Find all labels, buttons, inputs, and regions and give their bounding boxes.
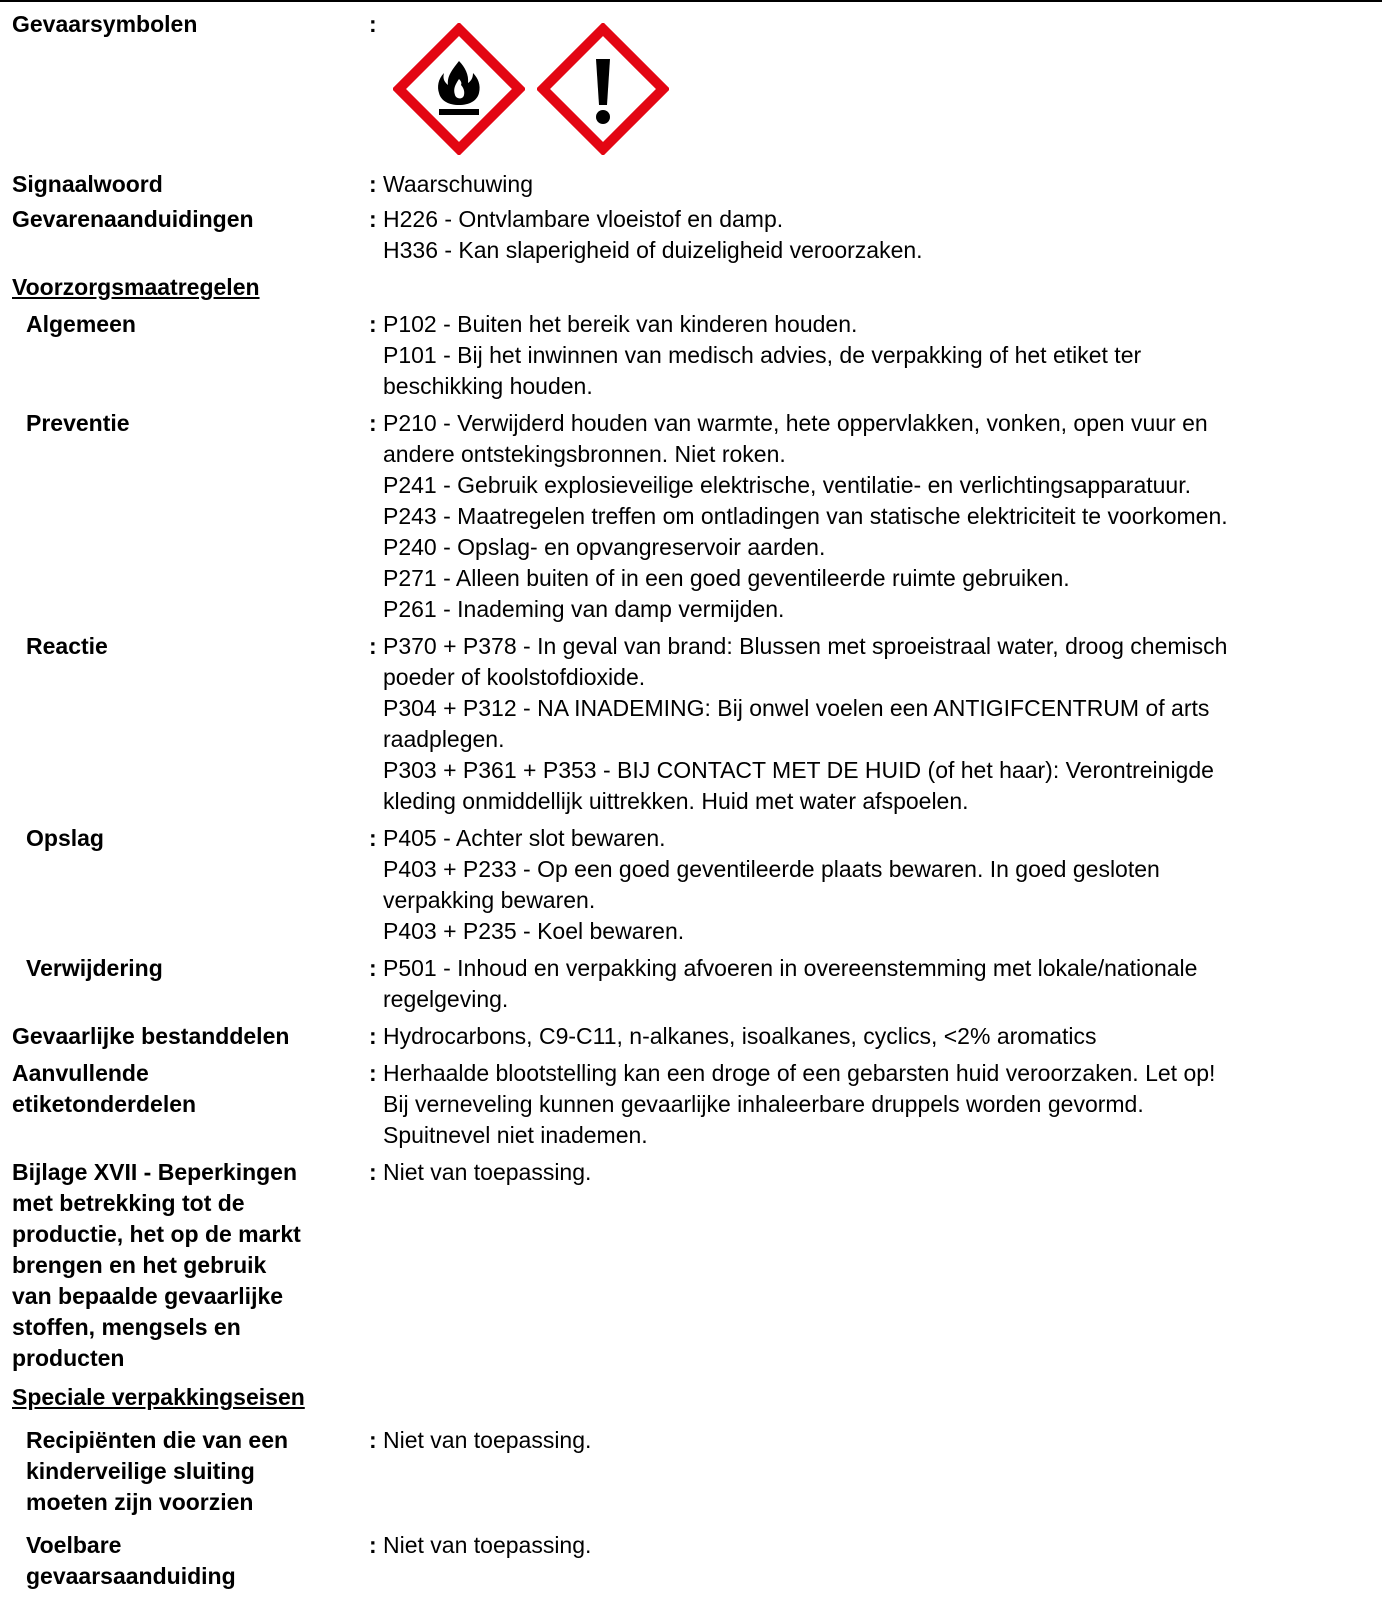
- precautionary-heading: Voorzorgsmaatregelen: [12, 274, 260, 300]
- hazard-statements-row: [12, 204, 1372, 266]
- hazard-symbols-row: [12, 9, 1372, 169]
- hazardous-components-label: Gevaarlijke bestanddelen: [12, 1023, 290, 1049]
- colon: :: [369, 206, 377, 232]
- colon: :: [369, 1159, 377, 1185]
- prevention-value: P210 - Verwijderd houden van warmte, hete oppervlakken, vonken, open vuur en andere ontstekingsbronnen. Niet roken. P241 - Gebruik explosieveilige elektrische, ventilatie- en verlichtingsapparatuur. P243 - Maatregelen treffen om ontladingen van statische elektriciteit te voorkomen. P240 - Opslag- en opvangreservoir aarden. P271 - Alleen buiten of in een goed geventileerde ruimte gebruiken. P261 - Inademing van damp vermijden.: [383, 410, 1228, 622]
- statement-line: H336 - Kan slaperigheid of duizeligheid veroorzaken.: [383, 237, 923, 263]
- pictogram-group: [383, 9, 1372, 169]
- precautionary-prevention-row: [12, 408, 1372, 625]
- precautionary-disposal-row: [12, 953, 1372, 1015]
- tactile-warning-value: Niet van toepassing.: [383, 1532, 592, 1558]
- response-label: Reactie: [26, 633, 108, 659]
- general-value: P102 - Buiten het bereik van kinderen houden. P101 - Bij het inwinnen van medisch advies, de verpakking of het etiket ter beschikking houden.: [383, 311, 1142, 399]
- hazardous-components-row: [12, 1021, 1372, 1052]
- prevention-label: Preventie: [26, 410, 130, 436]
- annex-xvii-value: Niet van toepassing.: [383, 1159, 592, 1185]
- general-label: Algemeen: [26, 311, 136, 337]
- child-resistant-value: Niet van toepassing.: [383, 1427, 592, 1453]
- precautionary-general-row: [12, 309, 1372, 402]
- hazard-statements-value: [383, 204, 1372, 266]
- colon: :: [369, 1427, 377, 1453]
- colon: :: [369, 1060, 377, 1086]
- statement-line: H226 - Ontvlambare vloeistof en damp.: [383, 206, 784, 232]
- colon: :: [369, 410, 377, 436]
- top-rule: [0, 0, 1382, 2]
- label-elements-section: [12, 9, 1372, 1592]
- tactile-warning-label: Voelbare gevaarsaanduiding: [26, 1532, 236, 1589]
- hazard-statements-label: Gevarenaanduidingen: [12, 206, 254, 232]
- colon: :: [369, 311, 377, 337]
- exclamation-pictogram-icon: [537, 23, 669, 155]
- colon: :: [369, 825, 377, 851]
- signal-word-label: Signaalwoord: [12, 171, 163, 197]
- signal-word-row: [12, 169, 1372, 200]
- storage-label: Opslag: [26, 825, 104, 851]
- colon: :: [369, 171, 377, 197]
- flame-pictogram-icon: [393, 23, 525, 155]
- child-resistant-label: Recipiënten die van een kinderveilige sluiting moeten zijn voorzien: [26, 1427, 289, 1515]
- response-value: P370 + P378 - In geval van brand: Blussen met sproeistraal water, droog chemisch poeder of koolstofdioxide. P304 + P312 - NA INADEMING: Bij onwel voelen een ANTIGIFCENTRUM of arts raadplegen. P303 + P361 + P353 - BIJ CONTACT MET DE HUID (of het haar): Verontreinigde kleding onmiddellijk uittrekken. Huid met water afspoelen.: [383, 633, 1228, 814]
- hazardous-components-value: Hydrocarbons, C9-C11, n-alkanes, isoalkanes, cyclics, <2% aromatics: [383, 1023, 1097, 1049]
- hazard-symbols-label: Gevaarsymbolen: [12, 11, 198, 37]
- disposal-value: P501 - Inhoud en verpakking afvoeren in overeenstemming met lokale/nationale regelgeving.: [383, 955, 1198, 1012]
- supplemental-label: Aanvullende etiketonderdelen: [12, 1060, 197, 1117]
- colon: :: [369, 11, 377, 37]
- signal-word-value: Waarschuwing: [383, 171, 533, 197]
- annex-xvii-label: Bijlage XVII - Beperkingen met betrekking tot de productie, het op de markt brengen en het gebruik van bepaalde gevaarlijke stoffen, mengsels en producten: [12, 1159, 301, 1371]
- colon: :: [369, 633, 377, 659]
- packaging-heading: Speciale verpakkingseisen: [12, 1384, 305, 1410]
- supplemental-value: Herhaalde blootstelling kan een droge of een gebarsten huid veroorzaken. Let op! Bij verneveling kunnen gevaarlijke inhaleerbare druppels worden gevormd. Spuitnevel niet inademen.: [383, 1060, 1216, 1148]
- colon: :: [369, 955, 377, 981]
- disposal-label: Verwijdering: [26, 955, 163, 981]
- tactile-warning-row: [12, 1530, 1372, 1592]
- child-resistant-row: [12, 1425, 1372, 1518]
- storage-value: P405 - Achter slot bewaren. P403 + P233 - Op een goed geventileerde plaats bewaren. In goed gesloten verpakking bewaren. P403 + P235 - Koel bewaren.: [383, 825, 1160, 944]
- annex-xvii-row: [12, 1157, 1372, 1374]
- colon: :: [369, 1532, 377, 1558]
- colon: :: [369, 1023, 377, 1049]
- precautionary-response-row: [12, 631, 1372, 817]
- supplemental-row: [12, 1058, 1372, 1151]
- precautionary-storage-row: [12, 823, 1372, 947]
